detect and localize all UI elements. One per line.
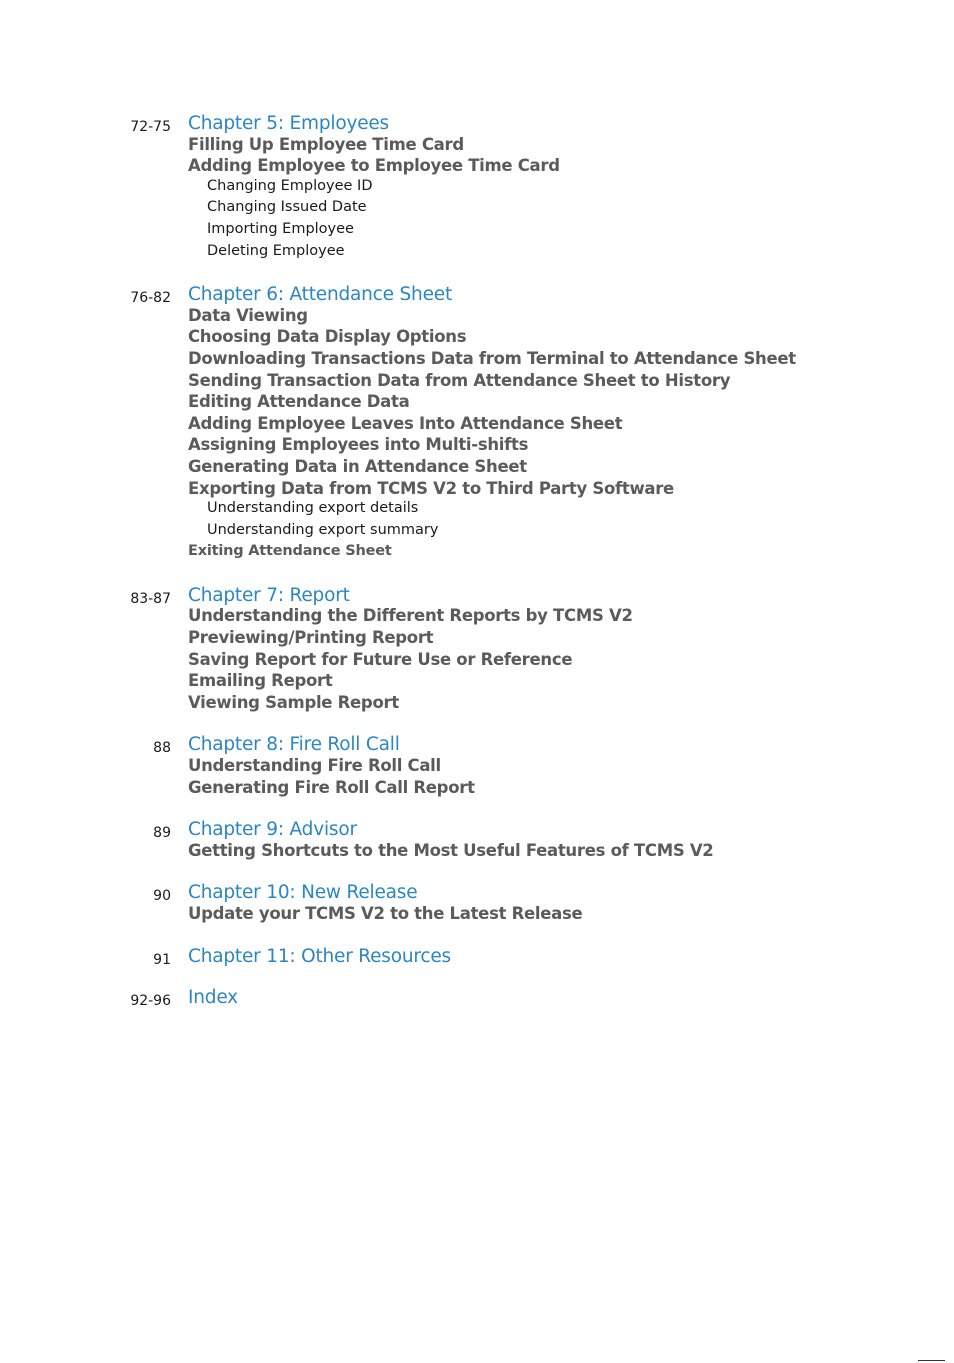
page-range: 76-82 [130,290,171,307]
toc-chapter [0,284,954,565]
toc-section[interactable]: Adding Employee Leaves Into Attendance Sheet [188,413,623,433]
toc-subsection[interactable]: Understanding export summary [207,521,439,538]
chapter-title-link[interactable]: Chapter 10: New Release [188,882,418,904]
toc-section[interactable]: Generating Fire Roll Call Report [188,777,475,797]
chapter-title-link[interactable]: Chapter 8: Fire Roll Call [188,734,400,756]
toc-chapter [0,987,954,1009]
page-range: 92-96 [130,993,171,1010]
toc-entry-row[interactable] [0,500,954,522]
toc-chapter [0,882,954,925]
toc-section[interactable]: Previewing/Printing Report [188,628,434,648]
toc-subsection[interactable]: Changing Employee ID [207,177,373,194]
toc-entry-row[interactable] [0,756,954,778]
toc-entry-row[interactable] [0,135,954,157]
toc-entry-row[interactable] [0,392,954,414]
toc-entry-row[interactable] [0,327,954,349]
toc-section[interactable]: Downloading Transactions Data from Terminal to Attendance Sheet [188,348,796,368]
chapter-heading-row[interactable] [0,882,954,904]
toc-section[interactable]: Choosing Data Display Options [188,327,467,347]
toc-section[interactable]: Assigning Employees into Multi-shifts [188,435,529,455]
toc-entry-row[interactable] [0,650,954,672]
table-of-contents [0,113,954,1029]
toc-subsection[interactable]: Importing Employee [207,220,354,237]
toc-entry-row[interactable] [0,606,954,628]
toc-section[interactable]: Understanding Fire Roll Call [188,756,441,776]
chapter-title-link[interactable]: Chapter 7: Report [188,584,350,606]
toc-section[interactable]: Exiting Attendance Sheet [188,543,392,560]
page-range: 91 [153,951,171,968]
toc-entry-row[interactable] [0,243,954,265]
toc-entry-row[interactable] [0,671,954,693]
chapter-heading-row[interactable] [0,734,954,756]
chapter-heading-row[interactable] [0,284,954,306]
toc-section[interactable]: Filling Up Employee Time Card [188,134,464,154]
chapter-heading-row[interactable] [0,819,954,841]
page-corner-rule [918,1360,945,1361]
toc-chapter [0,734,954,799]
toc-chapter [0,946,954,968]
chapter-heading-row[interactable] [0,946,954,968]
toc-entry-row[interactable] [0,543,954,565]
page-range: 72-75 [130,119,171,135]
toc-entry-row[interactable] [0,841,954,863]
toc-section[interactable]: Viewing Sample Report [188,692,399,712]
toc-section[interactable]: Data Viewing [188,305,308,325]
toc-entry-row[interactable] [0,904,954,926]
page-range: 88 [153,740,171,757]
chapter-heading-row[interactable] [0,987,954,1009]
toc-subsection[interactable]: Deleting Employee [207,242,345,259]
toc-entry-row[interactable] [0,479,954,501]
toc-chapter [0,819,954,862]
toc-entry-row[interactable] [0,178,954,200]
chapter-title-link[interactable]: Chapter 9: Advisor [188,819,357,841]
toc-entry-row[interactable] [0,349,954,371]
toc-section[interactable]: Adding Employee to Employee Time Card [188,156,560,176]
toc-entry-row[interactable] [0,457,954,479]
toc-entry-row[interactable] [0,221,954,243]
toc-entry-row[interactable] [0,522,954,544]
toc-section[interactable]: Emailing Report [188,671,333,691]
toc-chapter [0,585,954,715]
chapter-heading-row[interactable] [0,585,954,607]
toc-subsection[interactable]: Understanding export details [207,500,419,517]
chapter-title-link[interactable]: Index [188,987,238,1009]
toc-section[interactable]: Sending Transaction Data from Attendance Sheet to History [188,370,731,390]
toc-section[interactable]: Generating Data in Attendance Sheet [188,456,527,476]
chapter-title-link[interactable]: Chapter 6: Attendance Sheet [188,284,452,306]
toc-section[interactable]: Saving Report for Future Use or Reference [188,649,573,669]
toc-section[interactable]: Understanding the Different Reports by TCMS V2 [188,606,633,626]
chapter-heading-row[interactable] [0,113,954,135]
toc-subsection[interactable]: Changing Issued Date [207,199,367,216]
page-range: 89 [153,825,171,842]
toc-section[interactable]: Editing Attendance Data [188,392,410,412]
chapter-title-link[interactable]: Chapter 5: Employees [188,113,389,134]
toc-entry-row[interactable] [0,778,954,800]
toc-entry-row[interactable] [0,371,954,393]
toc-entry-row[interactable] [0,435,954,457]
chapter-title-link[interactable]: Chapter 11: Other Resources [188,945,451,967]
toc-section[interactable]: Exporting Data from TCMS V2 to Third Party Software [188,478,674,498]
toc-section[interactable]: Update your TCMS V2 to the Latest Release [188,904,583,923]
page-range: 90 [153,888,171,905]
toc-entry-row[interactable] [0,628,954,650]
toc-entry-row[interactable] [0,414,954,436]
toc-entry-row[interactable] [0,199,954,221]
page-range: 83-87 [130,590,171,607]
toc-chapter [0,113,954,264]
toc-section[interactable]: Getting Shortcuts to the Most Useful Features of TCMS V2 [188,840,714,860]
toc-entry-row[interactable] [0,156,954,178]
toc-entry-row[interactable] [0,306,954,328]
toc-entry-row[interactable] [0,693,954,715]
